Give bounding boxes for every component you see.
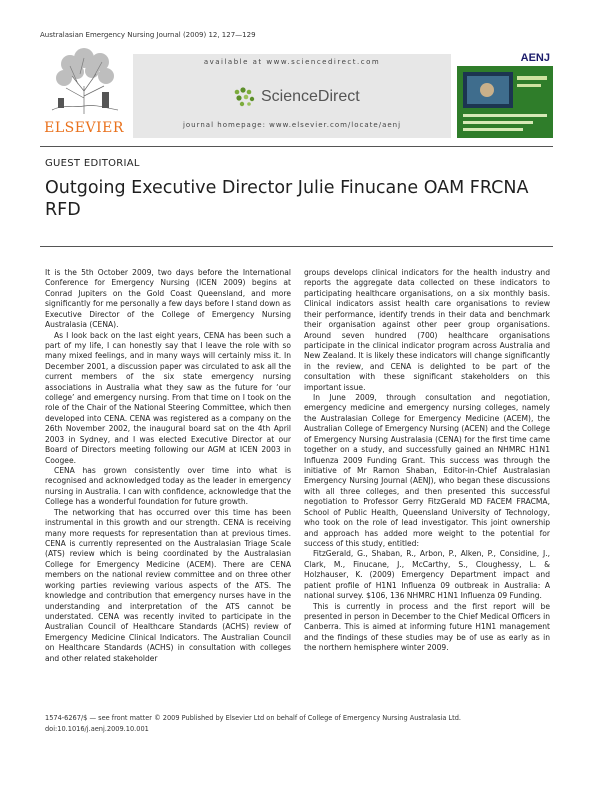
sciencedirect-logo[interactable] [233, 85, 360, 109]
paragraph: In June 2009, through consultation and negotiation, emergency medicine and emergency nursing colleges, namely the Australasian College for Emergency Medicine (ACEM), the Australian College of Emergency Nursing (ACEN) and the College of Emergency Nursing Australasia (CENA) for the first time came together on a study, and successfully gained an NHMRC H1N1 Influenza 2009 Funding Grant. This success was through the initiative of Mr Ramon Shaban, Editor-in-Chief Australasian Emergency Nursing Journal (AENJ), who began these discussions with all three colleges, and then presented this successful negotiation to Professor Gerry FitzGerald MD FACEM FRACMA, School of Public Health, Queensland University of Technology, who took on the role of lead investigator. This joint ownership and approach has added more weight to the potential for success of this study, entitled: [304, 393, 550, 548]
paragraph: As I look back on the last eight years, CENA has been such a part of my life, I can honestly say that I leave the role with so many mixed feelings, and in many ways will certainly miss it. In December 2001, a discussion paper was circulated to ask all the current members of the six state emergency nursing associations in Australia what they saw as the future for ‘our college’ and emergency nursing. From that time on I took on the role of the Chair of the National Steering Committee, which then developed into CENA. CENA was registered as a company on the 26th November 2002, the inaugural board sat on the 4th April 2003 in Sydney, and I was elected Executive Director at our Board of Directors meeting following our AGM at ICEN 2003 in Coogee. [45, 330, 291, 465]
sciencedirect-wordmark: ScienceDirect [261, 88, 360, 105]
left-column [45, 268, 291, 664]
header-divider [40, 146, 553, 147]
paragraph: It is the 5th October 2009, two days before the International Conference for Emergency Nursing (ICEN 2009) begins at Conrad Jupiters on the Gold Coast Queensland, and more significantly for me personally a few days before I stand down as Executive Director of the College of Emergency Nursing Australasia (CENA). [45, 268, 291, 330]
journal-header [40, 44, 553, 142]
article-title: Outgoing Executive Director Julie Finucane OAM FRCNA RFD [45, 178, 529, 220]
page-footer [45, 713, 461, 735]
paragraph: groups develops clinical indicators for the health industry and reports the aggregate data collected on these indicators to participating healthcare organisations, on a six monthly basis. Clinical indicators assist health care organisations to review their performance, identify trends in their data and benchmark their organisation against other peer group organisations. Around seven hundred (700) healthcare organisations participate in the clinical indicator program across Australia and New Zealand. It is likely these indicators will change significantly in the review, and CENA is delighted to be part of the consultation with these significant stakeholders on this important issue. [304, 268, 550, 392]
doi-link[interactable]: doi:10.1016/j.aenj.2009.10.001 [45, 725, 149, 733]
paragraph: CENA has grown consistently over time into what is recognised and acknowledged today as the leader in emergency nursing in Australia. I can with confidence, acknowledge that the College has a wonderful foundation for future growth. [45, 466, 291, 507]
paragraph: The networking that has occurred over this time has been instrumental in this growth and our strength. CENA is receiving many more requests for representation than at previous times. CENA is currently represented on the Australasian Triage Scale (ATS) review which is being coordinated by the Australasian College for Emergency Medicine (ACEM). There are CENA members on the national review committee and on three other working parties reviewing various aspects of the ATS. The knowledge and contribution that emergency nurses have in the understanding and interpretation of the ATS cannot be understated. CENA was recently invited to participate in the Australian Council of Healthcare Standards (ACHS) review of Emergency Medicine Clinical Indicators. The Australian Council on Healthcare Standards (ACHS) in consultation with colleges and other related stakeholder [45, 507, 291, 663]
cover-image [457, 66, 553, 138]
journal-homepage-link[interactable]: journal homepage: www.elsevier.com/locate/aenj [182, 121, 402, 129]
elsevier-logo[interactable] [40, 44, 128, 142]
paragraph: This is currently in process and the first report will be presented in person in December to the Chief Medical Officers in Canberra. This is aimed at informing future H1N1 management and the findings of these studies may be of use as early as in the northern hemisphere winter 2009. [304, 601, 550, 653]
right-column [304, 268, 550, 654]
sciencedirect-dots-icon [233, 86, 257, 108]
journal-cover[interactable] [457, 50, 553, 138]
elsevier-tree-icon [44, 46, 124, 116]
sciencedirect-panel [133, 54, 451, 138]
reference-citation: FitzGerald, G., Shaban, R., Arbon, P., Alken, P., Considine, J., Clark, M., Finucane, J., McCarthy, S., Cloughessy, L. & Holzhauser, K. (2009) Emergency Department impact and patient profile of H1N1 Influenza 09 outbreak in Australia: A national survey. $106, 136 NHMRC H1N1 Influenza 09 Funding. [304, 549, 550, 601]
availability-link[interactable]: available at www.sciencedirect.com [203, 58, 381, 66]
section-label: GUEST EDITORIAL [45, 158, 140, 169]
copyright-line: 1574-6267/$ — see front matter © 2009 Published by Elsevier Ltd on behalf of College of Emergency Nursing Australasia Ltd. [45, 714, 462, 722]
journal-citation: Australasian Emergency Nursing Journal (2009) 12, 127—129 [40, 31, 256, 39]
elsevier-wordmark: ELSEVIER [44, 120, 124, 136]
title-divider [40, 246, 553, 247]
cover-title: AENJ [520, 52, 550, 64]
